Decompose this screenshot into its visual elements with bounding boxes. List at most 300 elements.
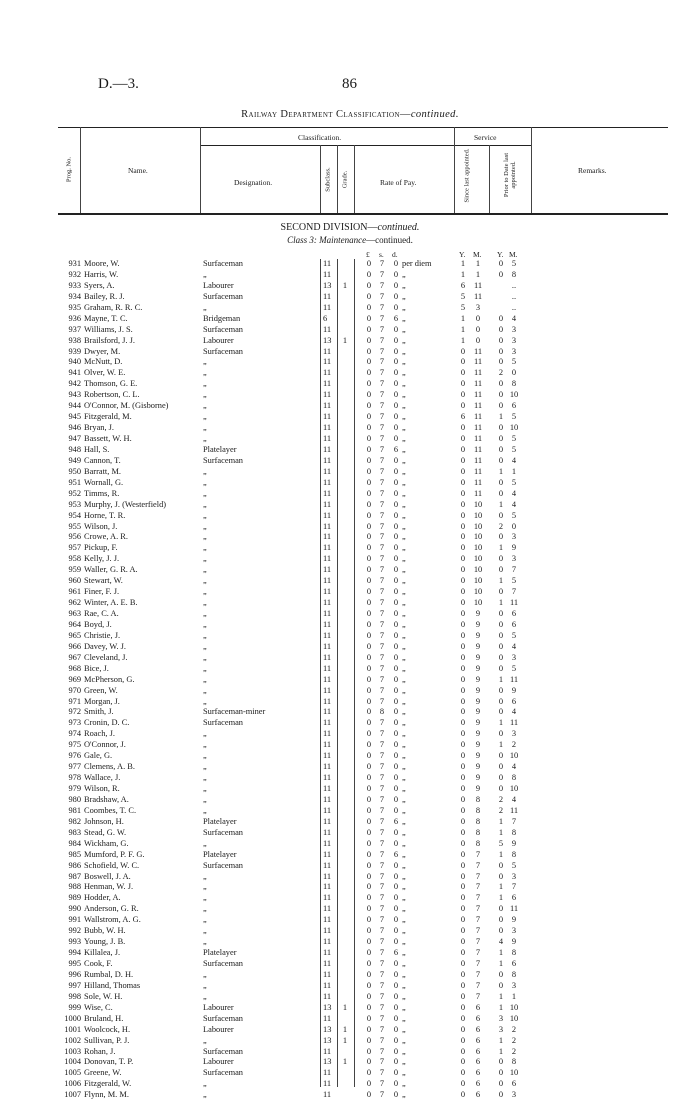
cell-prior-months: 0	[511, 368, 517, 378]
cell-pay-shillings: 7	[379, 696, 385, 706]
cell-pay-period: „	[402, 576, 406, 586]
cell-pay-period: „	[402, 412, 406, 422]
cell-designation: Platelayer	[203, 444, 237, 454]
cell-designation: „	[203, 663, 207, 673]
cell-pay-pounds: 0	[366, 1079, 372, 1089]
cell-prior-months: 7	[511, 565, 517, 575]
cell-pay-pounds: 0	[366, 904, 372, 914]
cell-pay-shillings: 7	[379, 609, 385, 618]
cell-prior-years: 0	[498, 663, 504, 673]
cell-pay-pounds: 0	[366, 619, 372, 629]
cell-prior-years: 0	[498, 1090, 504, 1100]
cell-pay-pence: 0	[393, 969, 399, 979]
cell-subclass: 11	[323, 641, 332, 651]
cell-name: Boswell, J. A.	[84, 871, 131, 881]
cell-pay-period: „	[402, 543, 406, 553]
cell-pay-shillings: 7	[379, 510, 385, 520]
page-title	[0, 109, 700, 120]
cell-pay-shillings: 7	[379, 926, 385, 936]
cell-subclass: 11	[323, 554, 332, 564]
cell-designation: „	[203, 740, 207, 750]
cell-prior-months: 6	[511, 696, 517, 706]
cell-designation: „	[203, 499, 207, 509]
col-divider	[200, 127, 201, 213]
cell-pay-pence: 0	[393, 1057, 399, 1067]
cell-since-months: 7	[475, 991, 481, 1001]
cell-designation: „	[203, 477, 207, 487]
table-row	[0, 412, 700, 423]
cell-prog-no: 948	[68, 444, 81, 454]
cell-prior-months: 8	[511, 827, 517, 837]
cell-prog-no: 949	[68, 455, 81, 465]
cell-since-months: 8	[475, 805, 481, 815]
cell-prior-years: 0	[498, 423, 504, 433]
header-remarks: Remarks.	[578, 166, 607, 175]
header-designation: Designation.	[234, 178, 273, 187]
cell-name: Hilland, Thomas	[84, 980, 141, 990]
cell-name: Donovan, T. P.	[84, 1057, 134, 1067]
cell-prog-no: 1007	[64, 1090, 81, 1100]
cell-prior-years: 3	[498, 1013, 504, 1023]
cell-designation: „	[203, 576, 207, 586]
cell-pay-pounds: 0	[366, 379, 372, 389]
cell-prior-months: 5	[511, 412, 517, 422]
cell-name: Olver, W. E.	[84, 368, 126, 378]
cell-name: Clemens, A. B.	[84, 762, 135, 772]
cell-pay-shillings: 7	[379, 937, 385, 947]
cell-prior-months: 5	[511, 663, 517, 673]
cell-pay-pence: 0	[393, 674, 399, 684]
cell-pay-period: „	[402, 291, 406, 301]
cell-since-years: 0	[460, 423, 466, 433]
cell-prior-months: 8	[511, 773, 517, 783]
cell-since-months: 7	[475, 904, 481, 914]
cell-pay-period: „	[402, 926, 406, 936]
table-row	[0, 401, 700, 412]
cell-pay-period: „	[402, 805, 406, 815]
cell-designation: Surfaceman	[203, 455, 243, 465]
cell-grade: 1	[342, 1057, 348, 1067]
cell-subclass: 11	[323, 969, 332, 979]
cell-pay-period: „	[402, 609, 406, 618]
cell-designation: Surfaceman	[203, 718, 243, 728]
cell-pay-pence: 0	[393, 619, 399, 629]
cell-pay-shillings: 7	[379, 269, 385, 279]
cell-prior-years: 0	[498, 269, 504, 279]
cell-pay-pence: 0	[393, 357, 399, 367]
cell-prog-no: 960	[68, 576, 81, 586]
table-row	[0, 729, 700, 740]
cell-pay-pounds: 0	[366, 269, 372, 279]
cell-prog-no: 952	[68, 488, 81, 498]
cell-pay-period: „	[402, 740, 406, 750]
cell-pay-period: „	[402, 871, 406, 881]
header-service: Service	[474, 133, 497, 142]
cell-prog-no: 1002	[64, 1035, 81, 1045]
cell-pay-period: „	[402, 401, 406, 411]
cell-subclass: 11	[323, 751, 332, 761]
table-row	[0, 1036, 700, 1047]
cell-since-months: 11	[473, 280, 483, 290]
cell-prior-months: 1	[511, 991, 517, 1001]
cell-subclass: 11	[323, 882, 332, 892]
cell-pay-pence: 0	[393, 346, 399, 356]
table-row	[0, 379, 700, 390]
table-row	[0, 609, 700, 620]
cell-prog-no: 1003	[64, 1046, 81, 1056]
cell-designation: Labourer	[203, 1057, 234, 1067]
cell-pay-shillings: 7	[379, 882, 385, 892]
header-prior-to-date: Prior to Date last appointed.	[503, 152, 517, 198]
cell-since-months: 11	[473, 291, 483, 301]
cell-since-months: 9	[475, 762, 481, 772]
cell-prior-months: 5	[511, 860, 517, 870]
cell-pay-pounds: 0	[366, 466, 372, 476]
cell-prog-no: 1000	[64, 1013, 81, 1023]
cell-subclass: 11	[323, 915, 332, 925]
cell-pay-pence: 0	[393, 434, 399, 443]
cell-pay-shillings: 7	[379, 915, 385, 925]
cell-since-months: 1	[475, 269, 481, 279]
cell-name: Cook, F.	[84, 959, 113, 968]
cell-pay-shillings: 7	[379, 587, 385, 597]
cell-prior-years: 0	[498, 871, 504, 881]
cell-name: Young, J. B.	[84, 937, 126, 947]
cell-since-months: 11	[473, 455, 483, 465]
cell-prior-months: 3	[511, 346, 517, 356]
cell-designation: „	[203, 609, 207, 618]
cell-subclass: 13	[323, 280, 332, 290]
cell-pay-pence: 0	[393, 1068, 399, 1078]
cell-since-years: 0	[460, 762, 466, 772]
title-main: Railway Department Classification—	[241, 109, 411, 120]
cell-prior-months: 4	[511, 455, 517, 465]
cell-pay-period: „	[402, 619, 406, 629]
cell-pay-pence: 0	[393, 532, 399, 542]
cell-since-months: 9	[475, 652, 481, 662]
cell-designation: „	[203, 773, 207, 783]
cell-prior-years: 5	[498, 838, 504, 848]
cell-designation: „	[203, 565, 207, 575]
cell-name: Wilson, R.	[84, 784, 120, 793]
cell-subclass: 11	[323, 948, 332, 958]
cell-pay-period: „	[402, 959, 406, 968]
cell-subclass: 11	[323, 1013, 332, 1023]
table-row	[0, 434, 700, 445]
cell-pay-shillings: 7	[379, 346, 385, 356]
cell-pay-pounds: 0	[366, 565, 372, 575]
cell-since-years: 0	[460, 488, 466, 498]
cell-since-years: 0	[460, 609, 466, 618]
cell-pay-pounds: 0	[366, 674, 372, 684]
cell-subclass: 13	[323, 1002, 332, 1012]
cell-pay-pounds: 0	[366, 882, 372, 892]
cell-since-years: 0	[460, 554, 466, 564]
cell-since-months: 10	[473, 499, 483, 509]
table-row	[0, 270, 700, 281]
table-row	[0, 336, 700, 347]
cell-prog-no: 994	[68, 948, 81, 958]
cell-since-months: 7	[475, 860, 481, 870]
cell-name: Flynn, M. M.	[84, 1090, 129, 1100]
cell-since-months: 10	[473, 598, 483, 608]
cell-designation: „	[203, 652, 207, 662]
cell-pay-period: „	[402, 860, 406, 870]
cell-prior-years: 0	[498, 969, 504, 979]
cell-pay-period: „	[402, 1002, 406, 1012]
cell-prior-months: 3	[511, 980, 517, 990]
cell-name: Bailey, R. J.	[84, 291, 125, 301]
cell-name: Sullivan, P. J.	[84, 1035, 130, 1045]
cell-prog-no: 932	[68, 269, 81, 279]
cell-name: Stewart, W.	[84, 576, 123, 586]
cell-designation: Surfaceman	[203, 1013, 243, 1023]
cell-prior-months: 4	[511, 499, 517, 509]
cell-prog-no: 954	[68, 510, 81, 520]
cell-pay-pounds: 0	[366, 773, 372, 783]
table-row	[0, 861, 700, 872]
cell-since-years: 0	[460, 652, 466, 662]
cell-designation: „	[203, 893, 207, 903]
cell-since-months: 6	[475, 1057, 481, 1067]
cell-prior-months: 3	[511, 652, 517, 662]
cell-subclass: 11	[323, 357, 332, 367]
cell-pay-pence: 0	[393, 630, 399, 640]
cell-pay-pence: 0	[393, 379, 399, 389]
cell-since-years: 1	[460, 313, 466, 323]
cell-pay-pence: 0	[393, 827, 399, 837]
cell-pay-shillings: 7	[379, 423, 385, 433]
header-top-rule	[58, 127, 668, 128]
cell-subclass: 11	[323, 685, 332, 695]
cell-prog-no: 997	[68, 980, 81, 990]
cell-designation: „	[203, 685, 207, 695]
cell-since-months: 7	[475, 980, 481, 990]
table-row	[0, 303, 700, 314]
cell-subclass: 11	[323, 510, 332, 520]
table-row	[0, 981, 700, 992]
col-divider	[80, 127, 81, 213]
cell-pay-shillings: 7	[379, 390, 385, 400]
cell-prior-years: 1	[498, 412, 504, 422]
cell-designation: „	[203, 390, 207, 400]
cell-since-years: 0	[460, 707, 466, 717]
table-row	[0, 828, 700, 839]
table-row	[0, 1068, 700, 1079]
cell-pay-pence: 0	[393, 609, 399, 618]
cell-pay-pounds: 0	[366, 1046, 372, 1056]
cell-pay-pence: 0	[393, 412, 399, 422]
cell-prog-no: 995	[68, 959, 81, 968]
cell-pay-shillings: 7	[379, 674, 385, 684]
cell-prior-months: 8	[511, 379, 517, 389]
cell-prior-years: 0	[498, 609, 504, 618]
table-row	[0, 762, 700, 773]
cell-subclass: 11	[323, 1079, 332, 1089]
table-row	[0, 357, 700, 368]
cell-prior-years: 2	[498, 368, 504, 378]
cell-pay-pounds: 0	[366, 630, 372, 640]
cell-pay-pence: 0	[393, 259, 399, 268]
cell-prog-no: 959	[68, 565, 81, 575]
cell-designation: „	[203, 379, 207, 389]
cell-subclass: 11	[323, 630, 332, 640]
cell-prior-months: 3	[511, 324, 517, 334]
cell-designation: Surfaceman	[203, 827, 243, 837]
cell-pay-period: „	[402, 652, 406, 662]
cell-designation: Surfaceman	[203, 346, 243, 356]
table-row	[0, 281, 700, 292]
cell-pay-period: „	[402, 532, 406, 542]
cell-subclass: 11	[323, 959, 332, 968]
cell-pay-shillings: 7	[379, 619, 385, 629]
cell-pay-shillings: 7	[379, 280, 385, 290]
cell-pay-period: „	[402, 1090, 406, 1100]
cell-pay-shillings: 7	[379, 401, 385, 411]
cell-pay-pounds: 0	[366, 291, 372, 301]
cell-pay-shillings: 7	[379, 1024, 385, 1034]
cell-prior-years: 1	[498, 674, 504, 684]
table-row	[0, 347, 700, 358]
cell-pay-pence: 0	[393, 423, 399, 433]
cell-pay-pounds: 0	[366, 915, 372, 925]
cell-pay-pence: 6	[393, 816, 399, 826]
table-row	[0, 423, 700, 434]
cell-designation: „	[203, 991, 207, 1001]
cell-prog-no: 940	[68, 357, 81, 367]
cell-since-months: 7	[475, 882, 481, 892]
cell-since-years: 0	[460, 1046, 466, 1056]
cell-prog-no: 975	[68, 740, 81, 750]
cell-prior-years: 1	[498, 991, 504, 1001]
col-divider	[489, 145, 490, 213]
cell-pay-pounds: 0	[366, 805, 372, 815]
cell-prior-months: 11	[509, 718, 519, 728]
cell-name: Mayne, T. C.	[84, 313, 128, 323]
cell-pay-period: „	[402, 816, 406, 826]
cell-pay-period: „	[402, 1046, 406, 1056]
cell-prior-months: 6	[511, 609, 517, 618]
cell-pay-shillings: 7	[379, 740, 385, 750]
cell-name: Gale, G.	[84, 751, 113, 761]
table-row	[0, 314, 700, 325]
table-row	[0, 1079, 700, 1090]
cell-subclass: 11	[323, 390, 332, 400]
cell-designation: Surfaceman	[203, 1068, 243, 1078]
cell-prior-months: 2	[511, 1046, 517, 1056]
cell-pay-shillings: 7	[379, 718, 385, 728]
cell-pay-period: „	[402, 696, 406, 706]
cell-designation: „	[203, 357, 207, 367]
table-row	[0, 1025, 700, 1036]
cell-prog-no: 967	[68, 652, 81, 662]
cell-prog-no: 956	[68, 532, 81, 542]
cell-designation: „	[203, 805, 207, 815]
cell-pay-period: per diem	[402, 259, 432, 268]
cell-prior-years: 0	[498, 773, 504, 783]
cell-prior-years: 0	[498, 926, 504, 936]
cell-prior-years: 0	[498, 390, 504, 400]
cell-pay-period: „	[402, 882, 406, 892]
cell-pay-pence: 0	[393, 696, 399, 706]
cell-pay-pence: 0	[393, 915, 399, 925]
cell-since-years: 1	[460, 259, 466, 268]
cell-pay-pence: 0	[393, 707, 399, 717]
cell-since-months: 0	[475, 335, 481, 345]
cell-prog-no: 972	[68, 707, 81, 717]
cell-pay-period: „	[402, 948, 406, 958]
cell-since-months: 6	[475, 1068, 481, 1078]
cell-since-years: 0	[460, 1013, 466, 1023]
cell-pay-pounds: 0	[366, 543, 372, 553]
cell-name: Thomson, G. E.	[84, 379, 138, 389]
cell-subclass: 11	[323, 346, 332, 356]
cell-prior-years: 1	[498, 1046, 504, 1056]
cell-since-months: 8	[475, 827, 481, 837]
cell-name: Timms, R.	[84, 488, 120, 498]
header-bottom-rule	[58, 213, 668, 215]
cell-pay-pounds: 0	[366, 521, 372, 531]
cell-pay-pounds: 0	[366, 685, 372, 695]
cell-since-months: 11	[473, 488, 483, 498]
cell-since-months: 9	[475, 707, 481, 717]
table-row	[0, 325, 700, 336]
cell-since-years: 0	[460, 816, 466, 826]
cell-prior-months: 2	[511, 1035, 517, 1045]
cell-name: Mumford, P. F. G.	[84, 849, 145, 859]
cell-name: Anderson, G. R.	[84, 904, 139, 914]
cell-since-months: 10	[473, 587, 483, 597]
cell-pay-period: „	[402, 893, 406, 903]
cell-name: Graham, R. R. C.	[84, 302, 143, 312]
cell-prior-months: 9	[511, 915, 517, 925]
page-number: 86	[342, 76, 357, 92]
classification-rule	[200, 145, 454, 146]
cell-pay-shillings: 7	[379, 893, 385, 903]
cell-pay-shillings: 7	[379, 762, 385, 772]
cell-name: Moore, W.	[84, 259, 120, 268]
cell-subclass: 11	[323, 576, 332, 586]
cell-prior-years: 1	[498, 499, 504, 509]
table-row	[0, 664, 700, 675]
cell-name: Barratt, M.	[84, 466, 121, 476]
cell-since-years: 0	[460, 696, 466, 706]
cell-subclass: 11	[323, 269, 332, 279]
cell-pay-period: „	[402, 510, 406, 520]
cell-name: Waller, G. R. A.	[84, 565, 138, 575]
table-row	[0, 926, 700, 937]
cell-pay-pounds: 0	[366, 838, 372, 848]
cell-designation: Surfaceman	[203, 1046, 243, 1056]
cell-pay-period: „	[402, 849, 406, 859]
cell-subclass: 11	[323, 444, 332, 454]
unit-since-months: M.	[473, 250, 482, 259]
cell-designation: Surfaceman	[203, 324, 243, 334]
cell-prior-years: 0	[498, 1057, 504, 1067]
cell-prior-months: 5	[511, 630, 517, 640]
table-row	[0, 500, 700, 511]
cell-name: Pickup, F.	[84, 543, 118, 553]
cell-since-years: 0	[460, 641, 466, 651]
cell-subclass: 11	[323, 455, 332, 465]
cell-since-months: 1	[475, 259, 481, 268]
header-classification: Classification.	[298, 133, 342, 142]
cell-since-months: 6	[475, 1024, 481, 1034]
cell-prior-years: 0	[498, 1079, 504, 1089]
cell-subclass: 11	[323, 740, 332, 750]
cell-prior-years: 1	[498, 466, 504, 476]
cell-pay-pounds: 0	[366, 324, 372, 334]
